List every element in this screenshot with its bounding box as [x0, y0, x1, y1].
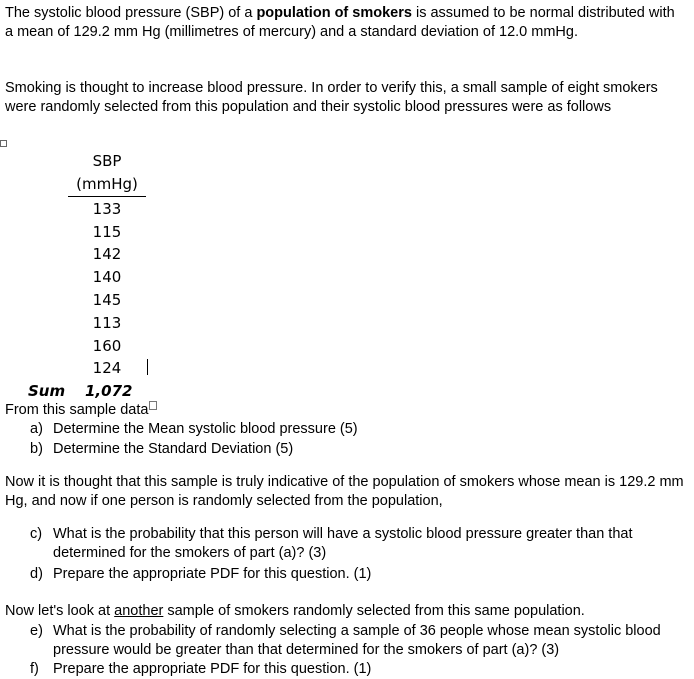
- sum-value: 1,072: [85, 382, 133, 400]
- table-row: 124: [92, 359, 122, 377]
- table-row: 133: [92, 200, 122, 218]
- population-paragraph: Now it is thought that this sample is truly indicative of the population of smokers whose mean is 129.2 mm Hg, and now if one person is randomly selected from the population,: [5, 474, 684, 509]
- another-sample-paragraph: Now let's look at another sample of smokers randomly selected from this same population.: [5, 603, 585, 619]
- list-item: c) What is the probability that this person will have a systolic blood pressure greater than that determined for the smokers of part (a)? (3): [30, 526, 633, 561]
- table-header-rule: [68, 196, 146, 197]
- table-row: 115: [92, 223, 122, 241]
- sample-line: From this sample data: [5, 401, 685, 420]
- table-row: 140: [92, 268, 122, 286]
- table-row: 145: [92, 291, 122, 309]
- intro-bold: population of smokers: [256, 5, 412, 21]
- list-item: f) Prepare the appropriate PDF for this question. (1): [30, 661, 372, 677]
- table-row: 113: [92, 314, 122, 332]
- list-item: e) What is the probability of randomly selecting a sample of 36 people whose mean systolic blood pressure would be greater than that determined for the smokers of part (a)? (3): [30, 623, 661, 658]
- list-item: a) Determine the Mean systolic blood pressure (5): [30, 421, 358, 437]
- anchor-box-icon: [149, 401, 157, 410]
- text-cursor: [147, 359, 148, 375]
- underlined-word: another: [114, 603, 164, 619]
- table-header-unit: (mmHg): [76, 175, 138, 193]
- anchor-icon: [0, 140, 7, 147]
- table-row: 142: [92, 245, 122, 263]
- table-header-sbp: SBP: [92, 152, 122, 170]
- list-item: d) Prepare the appropriate PDF for this question. (1): [30, 566, 372, 582]
- list-item: b) Determine the Standard Deviation (5): [30, 441, 294, 457]
- sum-label: Sum: [28, 382, 66, 400]
- smoking-paragraph: Smoking is thought to increase blood pressure. In order to verify this, a small sample of eight smokers were randomly selected from this population and their systolic blood pressures were as follows: [5, 80, 658, 115]
- intro-paragraph: The systolic blood pressure (SBP) of a population of smokers is assumed to be normal distributed with a mean of 129.2 mm Hg (millimetres of mercury) and a standard deviation of 12.0 mmHg.: [5, 5, 675, 40]
- table-row: 160: [92, 337, 122, 355]
